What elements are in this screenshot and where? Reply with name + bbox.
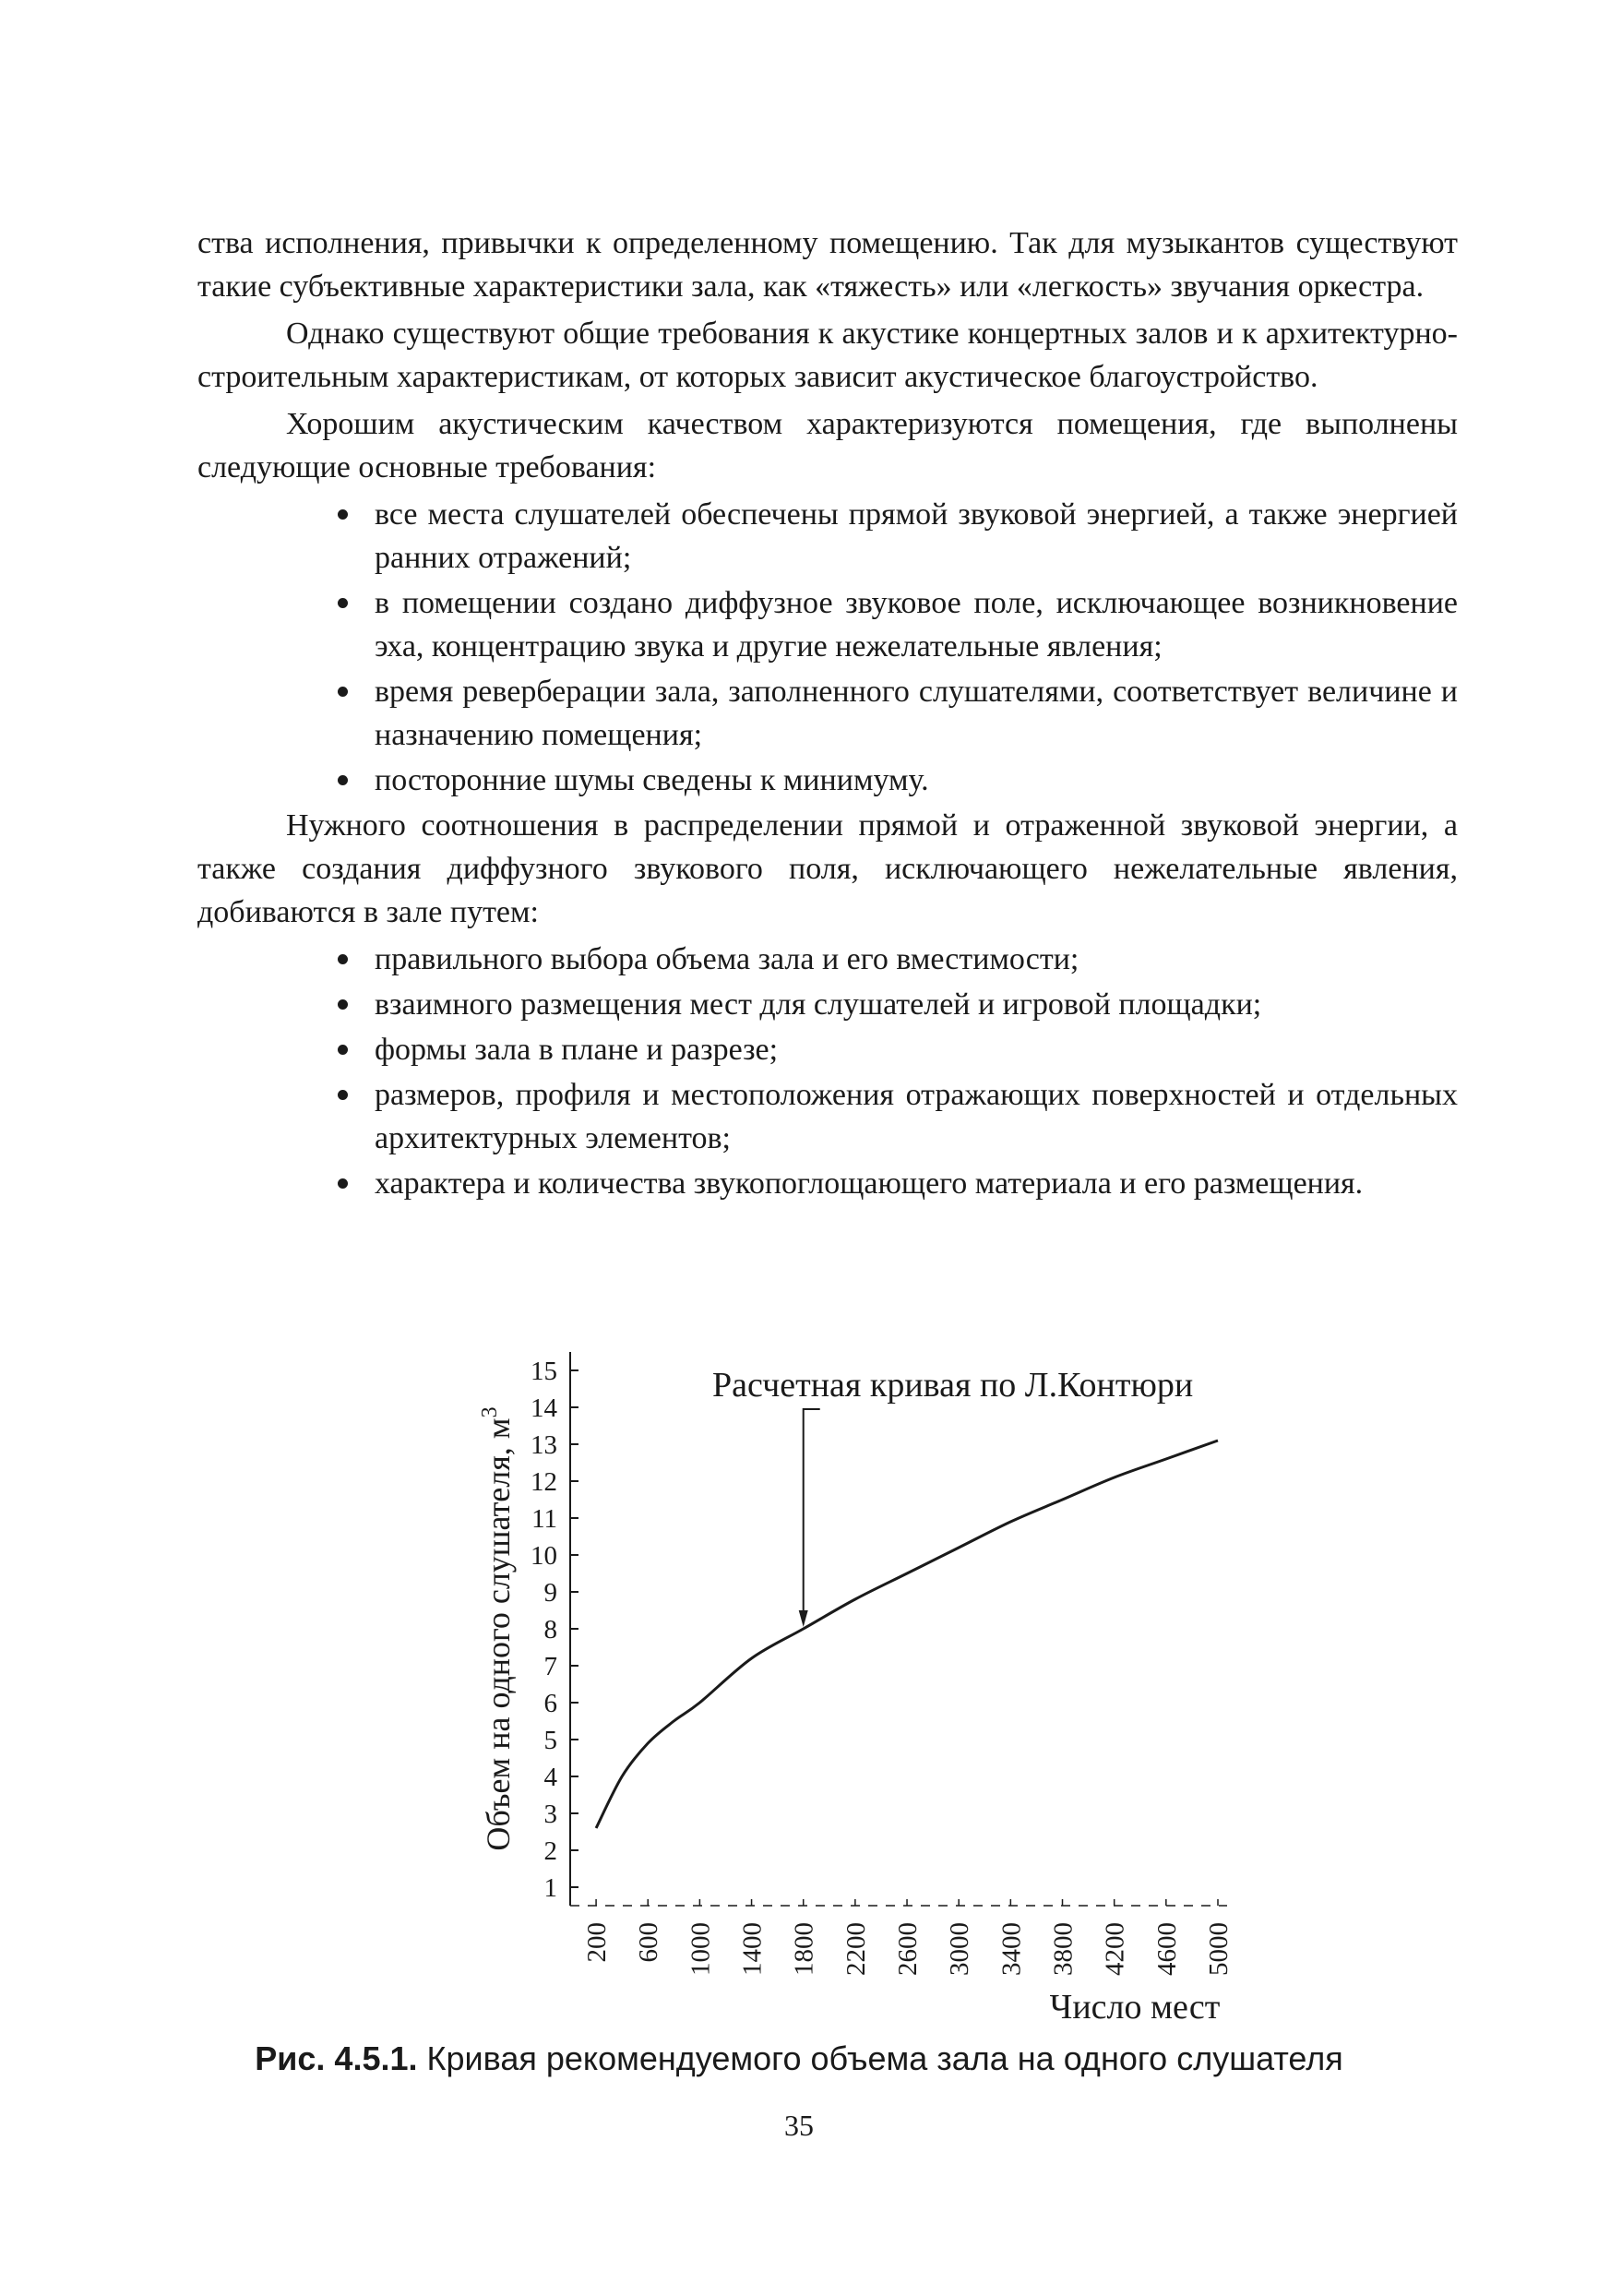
y-tick-label: 7 — [543, 1652, 557, 1681]
paragraph-means: Нужного соотношения в распределении прямой и отраженной звуковой энергии, а также создания диффузного звукового поля, исключающего нежелательные явления, добиваются в зале путем: — [197, 808, 1458, 929]
chart-axes — [570, 1352, 1227, 1906]
annotation-leader — [804, 1409, 820, 1618]
x-tick-label: 3000 — [945, 1922, 975, 1976]
y-tick-label: 4 — [543, 1763, 557, 1792]
y-tick-label: 10 — [531, 1541, 557, 1571]
list-item: правильного выбора объема зала и его вместимости; — [338, 938, 1458, 981]
x-tick-label: 4600 — [1151, 1922, 1182, 1976]
paragraph-good-quality: Хорошим акустическим качеством характеризуются помещения, где выполнены следующие основные требования: — [197, 407, 1458, 484]
bullet-icon — [338, 999, 348, 1010]
annotation-label: Расчетная кривая по Л.Контюри — [712, 1366, 1194, 1405]
volume-per-listener-chart — [461, 1343, 1273, 2063]
y-tick-label: 9 — [543, 1578, 557, 1608]
bullet-icon — [338, 1045, 348, 1055]
paragraph-general-requirements: Однако существуют общие требования к акустике концертных залов и к архитектурно-строительным характеристикам, от которых зависит акустическое благоустройство. — [197, 317, 1458, 394]
x-tick-label: 3800 — [1048, 1922, 1079, 1976]
list-item: в помещении создано диффузное звуковое поле, исключающее возникновение эха, концентрацию звука и другие нежелательные явления; — [338, 581, 1458, 668]
x-tick-label: 5000 — [1204, 1922, 1234, 1976]
annotation-arrow-icon — [799, 1610, 808, 1627]
x-tick-label: 2600 — [893, 1922, 924, 1976]
y-tick-label: 2 — [543, 1836, 557, 1866]
x-axis-label: Число мест — [1049, 1988, 1221, 2027]
y-tick-label: 12 — [531, 1467, 557, 1497]
means-list — [197, 938, 1458, 1205]
list-item: все места слушателей обеспечены прямой звуковой энергией, а также энергией ранних отражений; — [338, 493, 1458, 580]
page-number: 35 — [784, 2109, 814, 2142]
list-item: посторонние шумы сведены к минимуму. — [338, 759, 1458, 802]
y-tick-label: 13 — [531, 1430, 557, 1460]
x-tick-label: 2200 — [841, 1922, 871, 1976]
x-tick-label: 1000 — [686, 1922, 716, 1976]
y-tick-label: 15 — [531, 1357, 557, 1386]
list-item: время реверберации зала, заполненного слушателями, соответствует величине и назначению помещения; — [338, 670, 1458, 757]
y-tick-label: 8 — [543, 1615, 557, 1644]
bullet-icon — [338, 1178, 348, 1189]
x-tick-label: 200 — [582, 1922, 613, 1963]
y-axis-label-superscript: 3 — [478, 1406, 502, 1418]
list-item: формы зала в плане и разрезе; — [338, 1028, 1458, 1071]
bullet-icon — [338, 775, 348, 785]
x-tick-label: 3400 — [996, 1922, 1027, 1976]
figure-caption-text: Кривая рекомендуемого объема зала на одного слушателя — [426, 2039, 1343, 2077]
y-tick-label: 3 — [543, 1800, 557, 1829]
bullet-icon — [338, 509, 348, 520]
body-text — [197, 221, 1458, 1207]
y-tick-label: 11 — [531, 1504, 557, 1534]
chart-ticks — [531, 1357, 1234, 1976]
list-item: характера и количества звукопоглощающего материала и его размещения. — [338, 1162, 1458, 1205]
bullet-icon — [338, 954, 348, 964]
figure-caption — [0, 2039, 1598, 2078]
bullet-icon — [338, 1090, 348, 1100]
x-tick-label: 600 — [634, 1922, 664, 1963]
bullet-icon — [338, 598, 348, 608]
x-tick-label: 4200 — [1100, 1922, 1130, 1976]
chart-series — [596, 1441, 1218, 1828]
bullet-icon — [338, 687, 348, 697]
figure-caption-label: Рис. 4.5.1. — [255, 2039, 418, 2077]
list-item: размеров, профиля и местоположения отражающих поверхностей и отдельных архитектурных элементов; — [338, 1073, 1458, 1160]
y-tick-label: 14 — [531, 1393, 557, 1423]
y-tick-label: 5 — [543, 1726, 557, 1755]
requirements-list — [197, 493, 1458, 802]
paragraph-continuation: ства исполнения, привычки к определенному помещению. Так для музыкантов существуют такие субъективные характеристики зала, как «тяжесть» или «легкость» звучания оркестра. — [197, 226, 1458, 304]
y-tick-label: 1 — [543, 1873, 557, 1903]
x-tick-label: 1800 — [789, 1922, 819, 1976]
list-item: взаимного размещения мест для слушателей и игровой площадки; — [338, 983, 1458, 1026]
y-tick-label: 6 — [543, 1689, 557, 1718]
series-line — [596, 1441, 1218, 1828]
x-tick-label: 1400 — [737, 1922, 768, 1976]
y-axis-label: Объем на одного слушателя, $м^3$ — [478, 1406, 517, 1851]
